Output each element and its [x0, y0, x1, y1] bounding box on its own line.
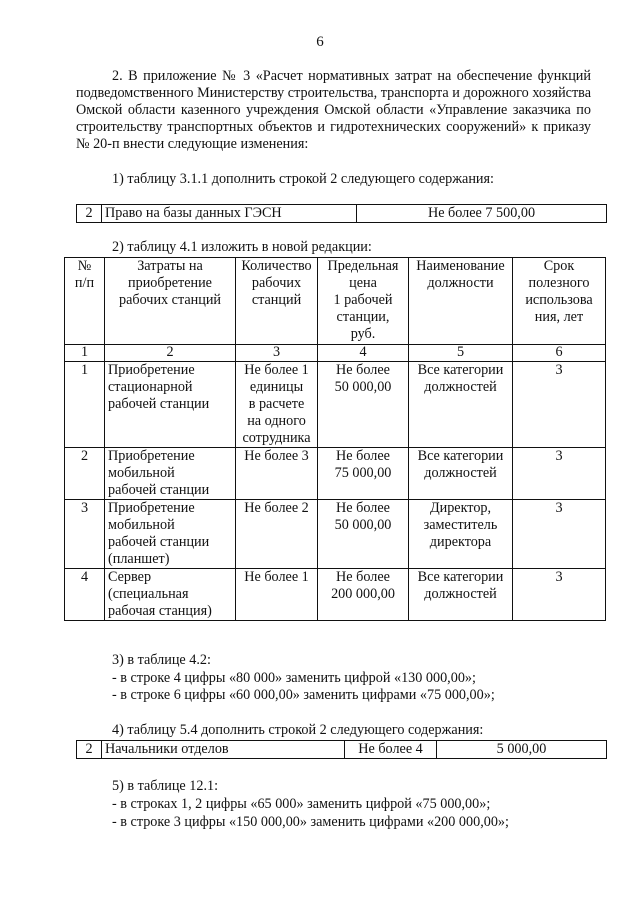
- col-number: 4: [318, 345, 409, 362]
- table-row: [77, 741, 607, 759]
- item-3-line-2: - в строке 6 цифры «60 000,00» заменить цифрами «75 000,00»;: [112, 687, 495, 703]
- header-cost: [105, 258, 236, 345]
- item-3-line-1: - в строке 4 цифры «80 000» заменить цифрой «130 000,00»;: [112, 670, 476, 686]
- table-5-4-row: [76, 740, 607, 759]
- cell-qty: Не более 1 единицы в расчете на одного сотрудника: [236, 362, 318, 448]
- cell-position: Все категории должностей: [409, 569, 513, 621]
- cell-num: 3: [65, 500, 105, 569]
- row-number: 2: [77, 741, 102, 759]
- table-row: [65, 569, 606, 621]
- cell-qty: Не более 2: [236, 500, 318, 569]
- table-row: [65, 448, 606, 500]
- cell-term: 3: [513, 362, 606, 448]
- cell-price: Не более 75 000,00: [318, 448, 409, 500]
- cell-cost: Приобретение стационарной рабочей станции: [105, 362, 236, 448]
- intro-paragraph: 2. В приложение № 3 «Расчет нормативных затрат на обеспечение функций подведомственного Министерству строительства, транспорта и дорожного хозяйства Омской области казенного учреждения Омской области «Управление заказчика по строительству транспортных объектов и гидротехнических сооружений» к приказу № 20-п внести следующие изменения:: [76, 68, 591, 152]
- header-lines: Предельная цена 1 рабочей станции, руб.: [327, 258, 399, 342]
- row-name: Право на базы данных ГЭСН: [102, 205, 357, 223]
- header-lines: Количество рабочих станций: [241, 258, 312, 308]
- row-number: 2: [77, 205, 102, 223]
- item-3-title: 3) в таблице 4.2:: [112, 652, 211, 668]
- column-numbers-row: [65, 345, 606, 362]
- col-number: 1: [65, 345, 105, 362]
- cell-num: 1: [65, 362, 105, 448]
- header-lines: Срок полезного использова ния, лет: [525, 258, 593, 325]
- cell-num: 4: [65, 569, 105, 621]
- cell-qty: Не более 3: [236, 448, 318, 500]
- cell-position: Все категории должностей: [409, 448, 513, 500]
- header-price: [318, 258, 409, 345]
- cell-term: 3: [513, 569, 606, 621]
- header-lines: Наименование должности: [416, 258, 505, 291]
- header-position: [409, 258, 513, 345]
- row-name: Начальники отделов: [102, 741, 345, 759]
- table-4-1: [64, 257, 606, 621]
- cell-price: Не более 50 000,00: [318, 500, 409, 569]
- table-3-1-1-row: [76, 204, 607, 223]
- page-number: 6: [316, 34, 324, 50]
- table-header-row: [65, 258, 606, 345]
- item-5-line-1: - в строках 1, 2 цифры «65 000» заменить цифрой «75 000,00»;: [112, 796, 491, 812]
- cell-num: 2: [65, 448, 105, 500]
- header-num: [65, 258, 105, 345]
- cell-term: 3: [513, 448, 606, 500]
- table-body: [65, 362, 606, 621]
- cell-qty: Не более 1: [236, 569, 318, 621]
- cell-cost: Сервер (специальная рабочая станция): [105, 569, 236, 621]
- header-lines: Затраты на приобретение рабочих станций: [118, 258, 222, 308]
- table-row: [65, 500, 606, 569]
- item-4-text: 4) таблицу 5.4 дополнить строкой 2 следующего содержания:: [112, 722, 484, 738]
- header-lines: № п/п: [74, 258, 95, 291]
- header-qty: [236, 258, 318, 345]
- table-row: [77, 205, 607, 223]
- col-number: 2: [105, 345, 236, 362]
- cell-position: Все категории должностей: [409, 362, 513, 448]
- item-1-text: 1) таблицу 3.1.1 дополнить строкой 2 следующего содержания:: [112, 171, 494, 187]
- col-number: 3: [236, 345, 318, 362]
- cell-cost: Приобретение мобильной рабочей станции: [105, 448, 236, 500]
- cell-position: Директор, заместитель директора: [409, 500, 513, 569]
- col-number: 6: [513, 345, 606, 362]
- item-5-title: 5) в таблице 12.1:: [112, 778, 219, 794]
- row-qty: Не более 4: [345, 741, 437, 759]
- cell-price: Не более 50 000,00: [318, 362, 409, 448]
- item-2-text: 2) таблицу 4.1 изложить в новой редакции:: [112, 239, 372, 255]
- row-value: Не более 7 500,00: [357, 205, 607, 223]
- cell-cost: Приобретение мобильной рабочей станции (планшет): [105, 500, 236, 569]
- item-5-line-2: - в строке 3 цифры «150 000,00» заменить цифрами «200 000,00»;: [112, 814, 509, 830]
- cell-term: 3: [513, 500, 606, 569]
- table-row: [65, 362, 606, 448]
- col-number: 5: [409, 345, 513, 362]
- row-value: 5 000,00: [437, 741, 607, 759]
- header-term: [513, 258, 606, 345]
- cell-price: Не более 200 000,00: [318, 569, 409, 621]
